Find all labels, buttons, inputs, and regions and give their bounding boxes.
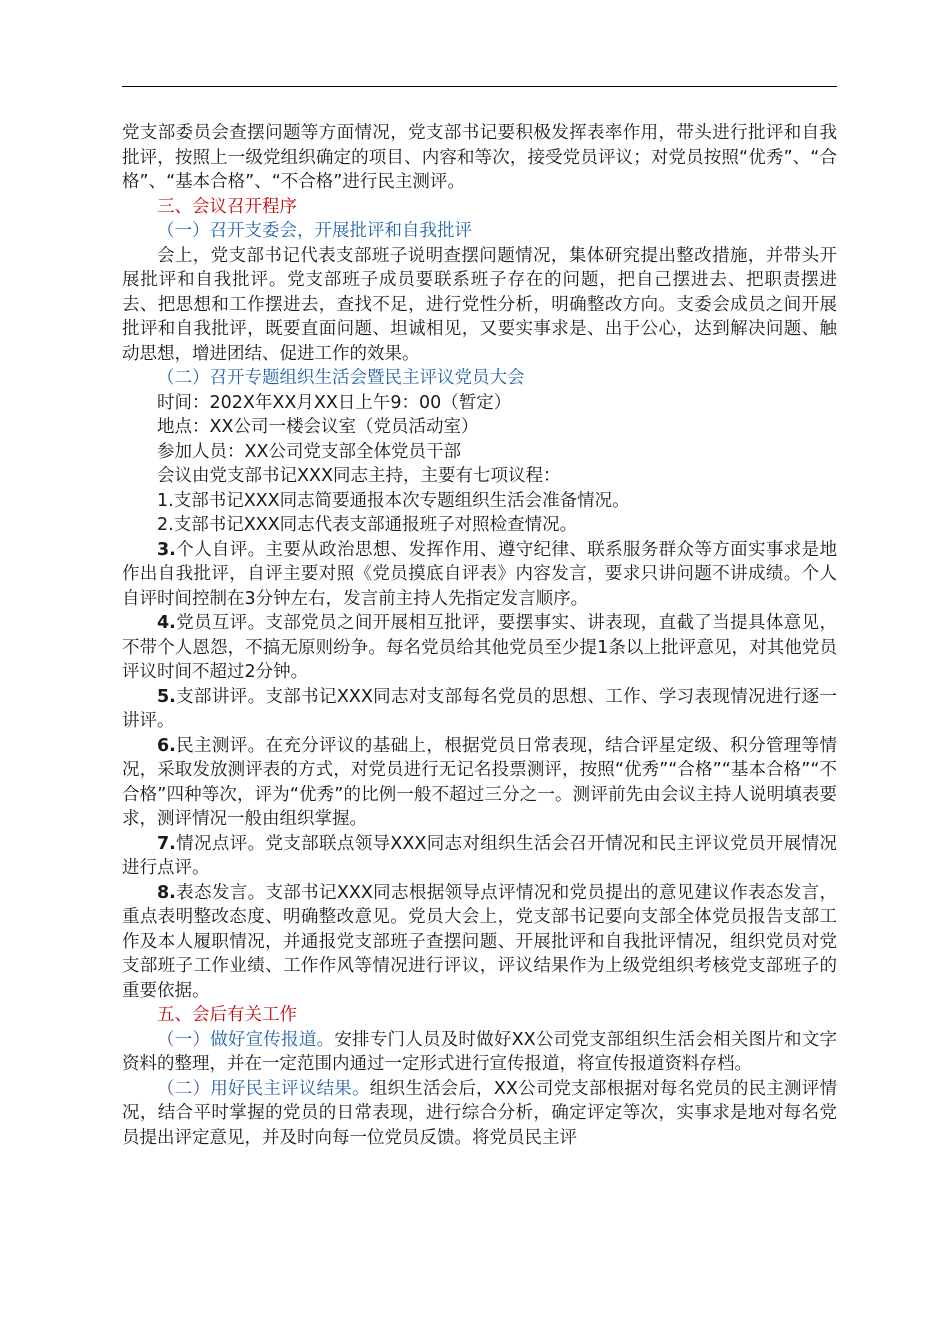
agenda-item-text: 党员互评。支部党员之间开展相互批评，要摆事实、讲表现，直截了当提具体意见，不带个人恩怨，不搞无原则纷争。每名党员给其他党员至少提1条以上批评意见，对其他党员评议时间不超过2分钟。	[122, 613, 837, 682]
agenda-item-number: 7.	[157, 833, 176, 854]
agenda-item-6	[122, 734, 837, 832]
header-rule	[122, 86, 837, 87]
paragraph-committee: 会上，党支部书记代表支部班子说明查摆问题情况，集体研究提出整改措施，并带头开展批评和自我批评。党支部班子成员要联系班子存在的问题，把自己摆进去、把职责摆进去、把思想和工作摆进去，查找不足，进行党性分析，明确整改方向。支委会成员之间开展批评和自我批评，既要直面问题、坦诚相见，又要实事求是、出于公心，达到解决问题、触动思想，增进团结、促进工作的效果。	[122, 245, 837, 364]
agenda-item-2: 2.支部书记XXX同志代表支部通报班子对照检查情况。	[157, 515, 578, 535]
meeting-place: 地点：XX公司一楼会议室（党员活动室）	[157, 417, 479, 437]
paragraph-publicity	[122, 1028, 837, 1077]
agenda-item-text: 情况点评。党支部联点领导XXX同志对组织生活会召开情况和民主评议党员开展情况进行点评。	[122, 833, 837, 878]
evaluation-results-text: 组织生活会后，XX公司党支部根据对每名党员的民主测评情况，结合平时掌握的党员的日常表现，进行综合分析，确定评定等次，实事求是地对每名党员提出评定意见，并及时向每一位党员反馈。将党员民主评	[122, 1078, 837, 1148]
agenda-item-5	[122, 685, 837, 734]
meeting-attendees: 参加人员：XX公司党支部全体党员干部	[157, 441, 461, 462]
agenda-item-4	[122, 611, 837, 685]
agenda-item-number: 6.	[157, 735, 176, 756]
meeting-time: 时间：202X年XX月XX日上午9：00（暂定）	[157, 392, 512, 413]
agenda-item-7	[122, 832, 837, 881]
agenda-item-text: 表态发言。支部书记XXX同志根据领导点评情况和党员提出的意见建议作表态发言，重点表明整改态度、明确整改意见。党员大会上，党支部书记要向支部全体党员报告支部工作及本人履职情况，并通报党支部班子查摆问题、开展批评和自我批评情况，组织党员对党支部班子工作业绩、工作作风等情况进行评议，评议结果作为上级党组织考核党支部班子的重要依据。	[122, 882, 837, 1001]
subsection-heading-5-1: （一）做好宣传报道。	[157, 1029, 335, 1050]
subsection-heading-5-2: （二）用好民主评议结果。	[157, 1078, 370, 1099]
subsection-heading-3-1: （一）召开支委会，开展批评和自我批评	[157, 221, 472, 241]
agenda-item-text: 支部讲评。支部书记XXX同志对支部每名党员的思想、工作、学习表现情况进行逐一讲评。	[122, 686, 837, 731]
section-heading-5: 五、会后有关工作	[157, 1005, 297, 1025]
agenda-item-text: 民主测评。在充分评议的基础上，根据党员日常表现，结合评星定级、积分管理等情况，采取发放测评表的方式，对党员进行无记名投票测评，按照“优秀”“合格”“基本合格”“不合格”四种等次，评为“优秀”的比例一般不超过三分之一。测评前先由会议主持人说明填表要求，测评情况一般由组织掌握。	[122, 735, 837, 829]
agenda-item-1: 1.支部书记XXX同志简要通报本次专题组织生活会准备情况。	[157, 490, 630, 511]
agenda-item-3	[122, 538, 837, 612]
agenda-item-8	[122, 881, 837, 1004]
agenda-intro: 会议由党支部书记XXX同志主持，主要有七项议程：	[157, 466, 561, 486]
document-body	[122, 121, 837, 1150]
agenda-item-number: 3.	[157, 539, 176, 560]
agenda-item-number: 4.	[157, 613, 176, 633]
subsection-heading-3-2: （二）召开专题组织生活会暨民主评议党员大会	[157, 368, 525, 388]
agenda-item-text: 个人自评。主要从政治思想、发挥作用、遵守纪律、联系服务群众等方面实事求是地作出自我批评，自评主要对照《党员摸底自评表》内容发言，要求只讲问题不讲成绩。个人自评时间控制在3分钟左右，发言前主持人先指定发言顺序。	[122, 539, 837, 609]
publicity-text: 安排专门人员及时做好XX公司党支部组织生活会相关图片和文字资料的整理，并在一定范围内通过一定形式进行宣传报道，将宣传报道资料存档。	[122, 1029, 838, 1074]
paragraph-intro: 党支部委员会查摆问题等方面情况，党支部书记要积极发挥表率作用，带头进行批评和自我批评，按照上一级党组织确定的项目、内容和等次，接受党员评议；对党员按照“优秀”、“合格”、“基本合格”、“不合格”进行民主测评。	[122, 123, 837, 192]
section-heading-3: 三、会议召开程序	[157, 196, 297, 217]
agenda-item-number: 5.	[157, 686, 176, 707]
agenda-item-number: 8.	[157, 882, 176, 903]
paragraph-evaluation-results	[122, 1077, 837, 1151]
